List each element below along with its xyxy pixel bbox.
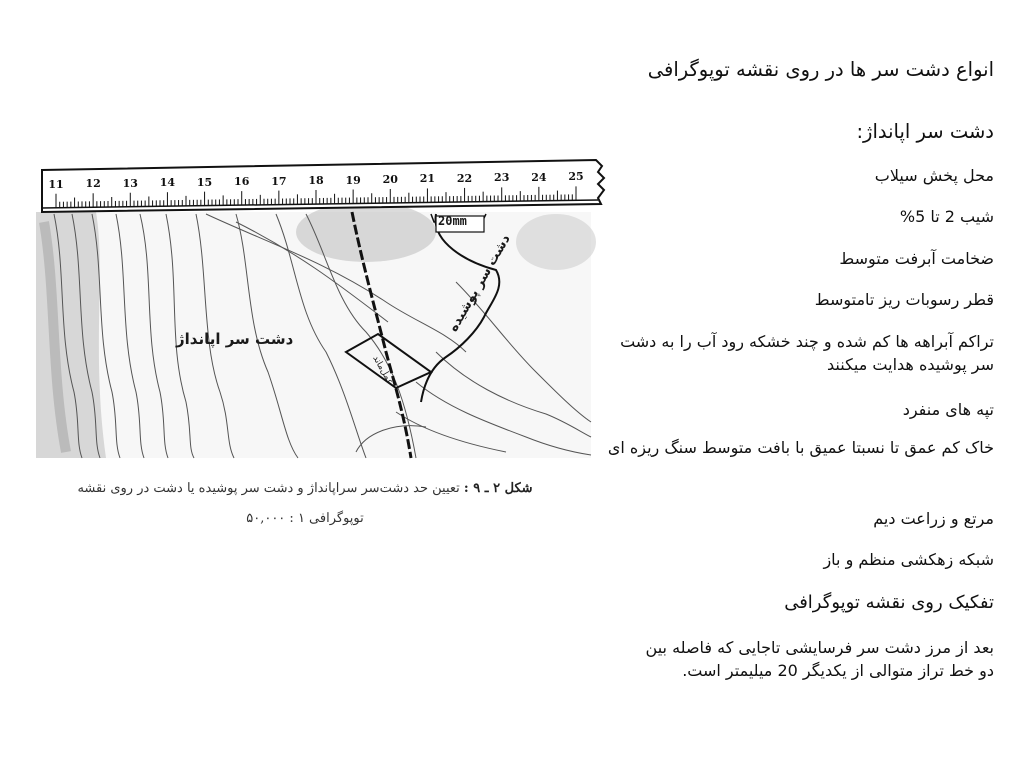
slide-title: انواع دشت سر ها در روی نقشه توپوگرافی [647,58,994,81]
ruler-tick-label: 20 [382,172,398,186]
list-item: بعد از مرز دشت سر فرسایشی تاجایی که فاصله بین دو خط تراز متوالی از یکدیگر 20 میلیمتر است. [645,638,994,680]
caption-scale: توپوگرافی ۱ : ۵۰,۰۰۰ [246,511,364,526]
map-label-small: عمل‌ماند [370,354,396,387]
ruler-tick-label: 14 [159,176,176,190]
ruler-tick-label: 17 [271,174,287,188]
list-item: تفکیک روی نقشه توپوگرافی [784,592,994,613]
ruler-tick-label: 11 [48,177,64,191]
list-item: خاک کم عمق تا نسبتا عمیق با بافت متوسط سنگ ریزه ای [607,438,994,457]
list-item: محل پخش سیلاب [874,166,994,185]
ruler-tick-label: 13 [122,176,138,190]
ruler-tick-label: 24 [531,170,547,184]
slide-subtitle: دشت سر اپانداژ: [856,120,994,143]
list-item: مرتع و زراعت دیم [873,509,994,528]
ruler-tick-label: 16 [234,175,250,189]
list-item: قطر رسوبات ریز تامتوسط [814,290,994,309]
list-item: تراکم آبراهه ها کم شده و چند خشکه رود آب را به دشت سر پوشیده هدایت میکنند [620,332,994,374]
scale-label: 20mm [438,214,467,228]
caption-figure-number: شکل ۲ ـ ۹ : [463,481,533,496]
list-item: ضخامت آبرفت متوسط [839,249,994,268]
ruler-tick-label: 12 [85,177,101,191]
ruler-tick-label: 19 [345,173,361,187]
ruler-tick-label: 18 [308,174,324,188]
list-item: شیب 2 تا 5% [899,207,994,226]
ruler-tick-label: 23 [494,171,510,185]
caption-text: تعیین حد دشت‌سر سراپانداژ و دشت سر پوشیده یا دشت در روی نقشه [77,481,460,496]
list-item: تپه های منفرد [902,400,994,419]
ruler-tick-label: 22 [456,171,473,185]
ruler-tick-label: 21 [419,172,436,186]
ruler-tick-label: 25 [568,170,584,184]
figure-caption [40,474,570,534]
ruler-tick-label: 15 [196,175,213,189]
map-label-epandage: دشت سر اپانداژ [176,330,294,348]
map-label-covered-pediment: دشت سر پوشیده [446,232,514,335]
list-item: شبکه زهکشی منظم و باز [823,550,994,569]
